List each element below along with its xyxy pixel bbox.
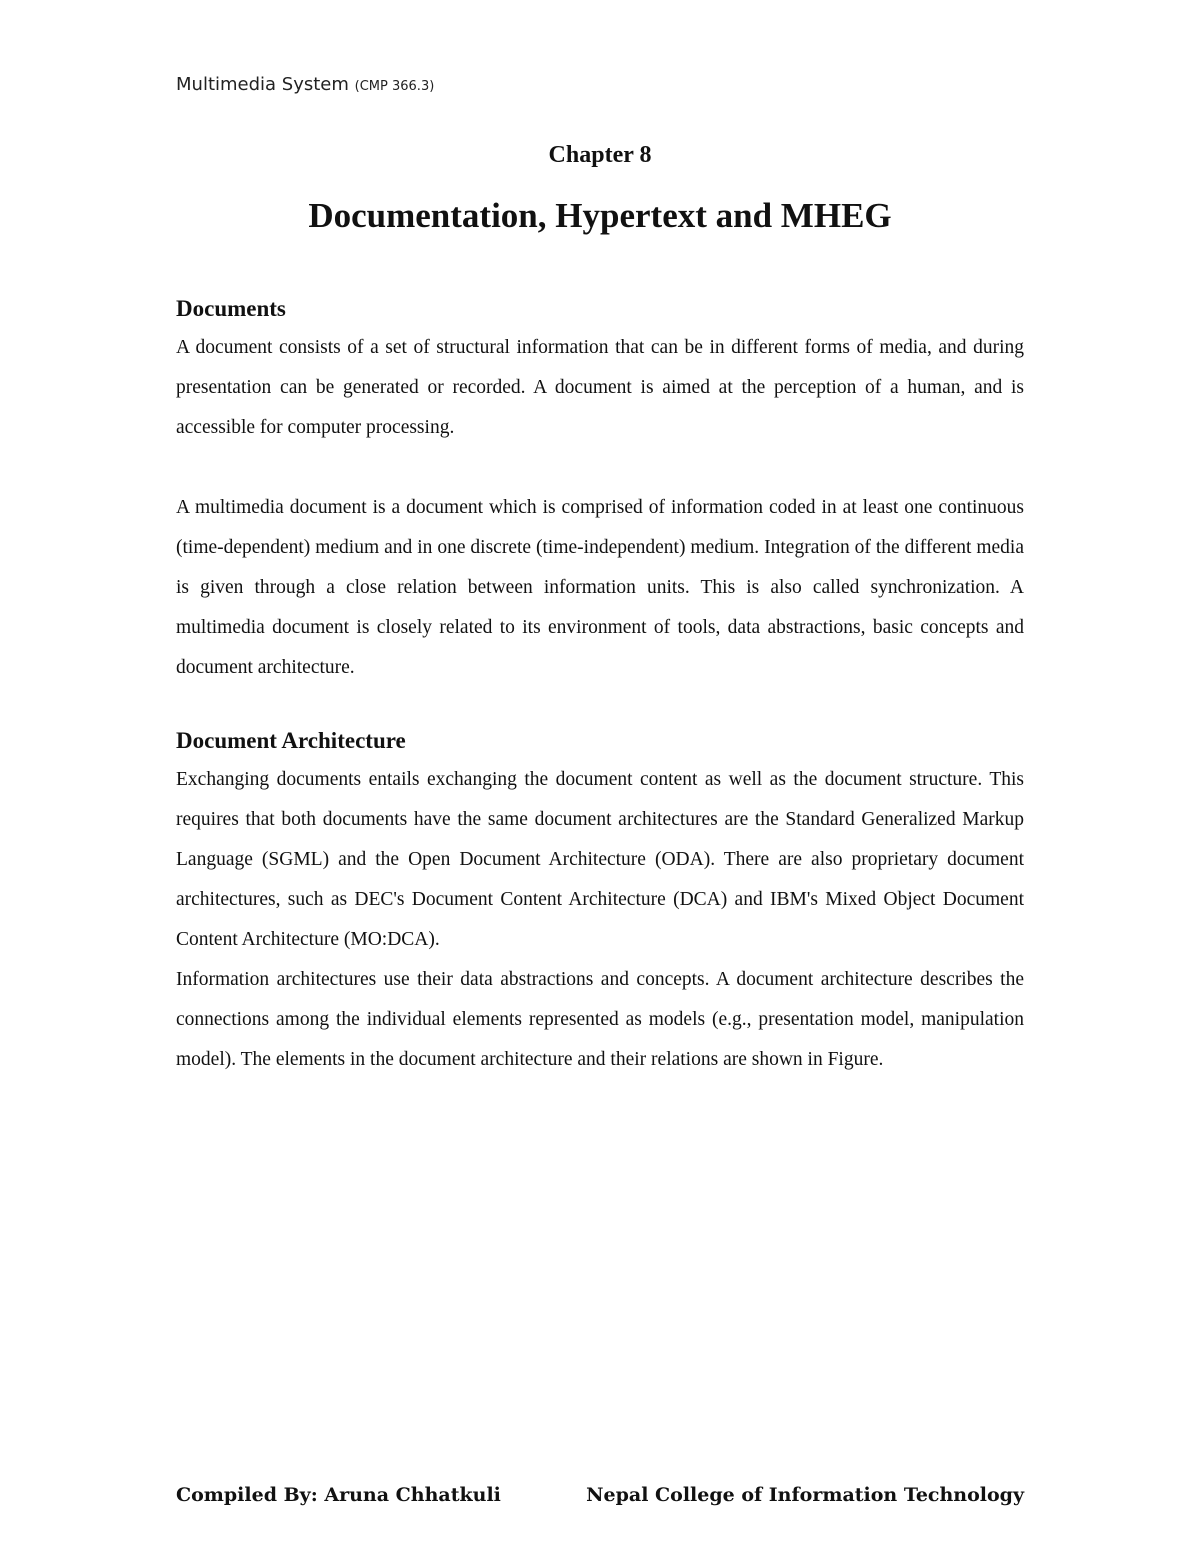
footer-author: Compiled By: Aruna Chhatkuli [176,1484,501,1506]
page-footer [176,1484,1024,1506]
document-body [176,290,1024,1080]
section-documents [176,290,1024,688]
paragraph: Exchanging documents entails exchanging the document content as well as the document structure. This requires that both documents have the same document architectures are the Standard Generalized Markup Language (SGML) and the Open Document Architecture (ODA). There are also proprietary document architectures, such as DEC's Document Content Architecture (DCA) and IBM's Mixed Object Document Content Architecture (MO:DCA). [176,769,1024,950]
paragraph: A multimedia document is a document which is comprised of information coded in at least one continuous (time-dependent) medium and in one discrete (time-independent) medium. Integration of the different media is given through a close relation between information units. This is also called synchronization. A multimedia document is closely related to its environment of tools, data abstractions, basic concepts and document architecture. [176,497,1024,678]
section-spacer [176,688,1024,722]
section-heading-document-architecture: Document Architecture [176,728,406,753]
footer-institution: Nepal College of Information Technology [586,1484,1024,1506]
paragraph: Information architectures use their data abstractions and concepts. A document architecture describes the connections among the individual elements represented as models (e.g., presentation model, manipulation model). The elements in the document architecture and their relations are shown in Figure. [176,969,1024,1070]
course-name: Multimedia System [176,74,349,95]
paragraph: A document consists of a set of structural information that can be in different forms of media, and during presentation can be generated or recorded. A document is aimed at the perception of a human, and is accessible for computer processing. [176,337,1024,438]
page-header [176,74,434,95]
course-code: (CMP 366.3) [354,79,435,94]
section-heading-documents: Documents [176,296,286,321]
chapter-label: Chapter 8 [548,142,652,168]
page-title: Documentation, Hypertext and MHEG [308,196,892,235]
section-document-architecture [176,722,1024,1080]
paragraph-spacer [176,448,1024,488]
